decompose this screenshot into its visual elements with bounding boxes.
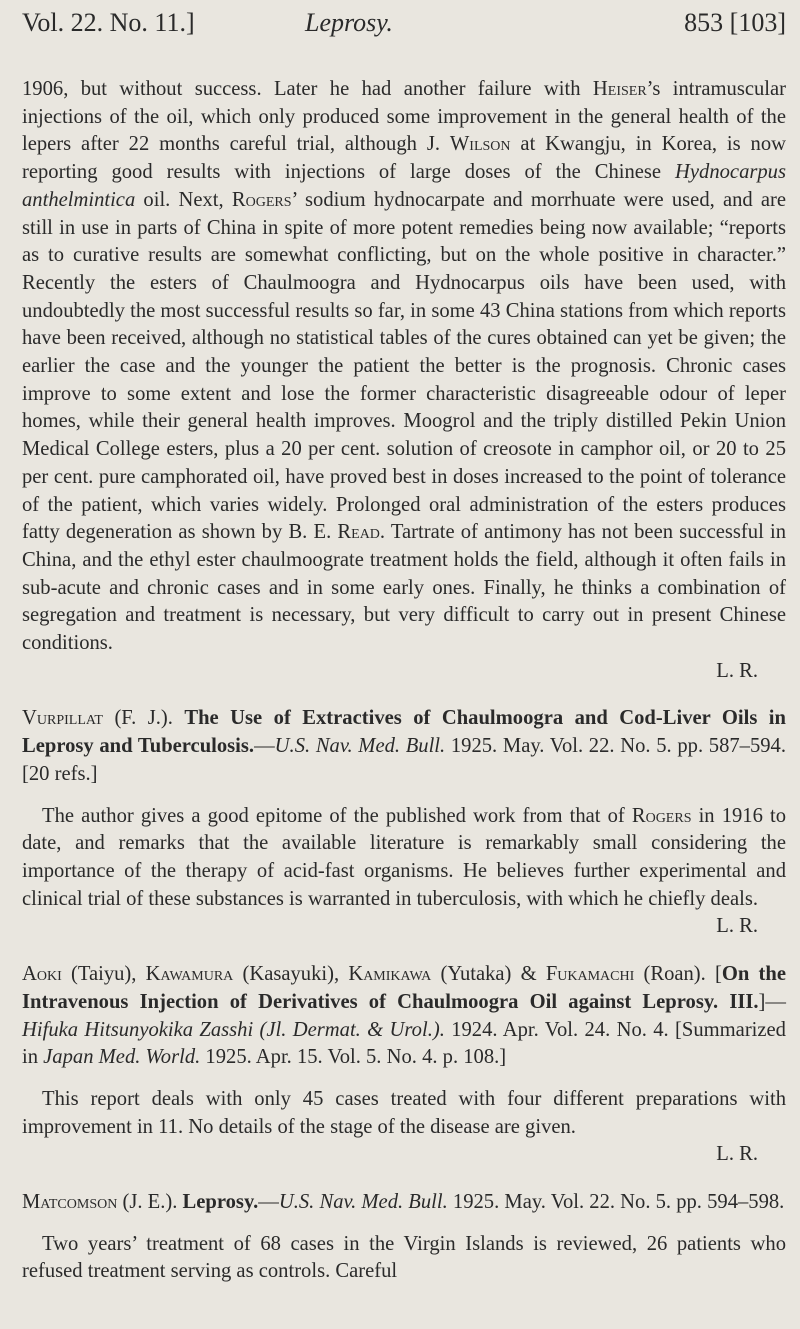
- continued-abstract-paragraph: [22, 76, 786, 658]
- journal-section-title: Leprosy.: [305, 8, 393, 37]
- journal-name: U.S. Nav. Med. Bull.: [274, 735, 446, 758]
- author-name: Wilson: [449, 133, 511, 156]
- article-title: The Use of Extractives of Chaulmoogra and Cod-Liver Oils in Leprosy and Tuberculosis.: [22, 707, 786, 758]
- text-run: ’ sodium hydnocarpate and morrhuate were used, and are still in use in parts of China in spite of more potent remedies being now available; “reports as to curative results are somewhat conflicting, but on the whole positive in character.” Recently the esters of Chaulmoogra and Hydnocarpus oils have been used, with undoubtedly the most successful results so far, in some 43 China stations from which reports have been received, although no statistical tables of the cures obtained can yet be given; the earlier the case and the younger the patient the better is the prognosis. Chronic cases improve to some extent and lose the former characteristic disagreeable odour of leper homes, while their general health improves. Moogrol and the triply distilled Pekin Union Medical College esters, plus a 20 per cent. solution of creosote in camphor oil, or 20 to 25 per cent. pure camphorated oil, have proved best in doses increased to the point of tolerance of the patient, which varies widely. Prolonged oral administration of the esters produces fatty degeneration as shown by B. E.: [22, 188, 787, 544]
- text-run: at Kwangju, in Korea, is now reporting good results with injections of large doses of the Chinese: [22, 133, 787, 184]
- author-name: Rogers: [631, 804, 692, 827]
- text-run: (Roan). [: [634, 963, 722, 986]
- text-run: oil. Next,: [135, 188, 232, 211]
- article-title: Leprosy.: [182, 1191, 259, 1214]
- text-run: (Yutaka) &: [431, 963, 546, 986]
- citation-details: 1925. May. Vol. 22. No. 5. pp. 587–594. [20 refs.]: [22, 735, 786, 785]
- volume-label: Vol. 22. No. 11.]: [22, 8, 195, 37]
- reviewer-signature: L. R.: [716, 915, 758, 938]
- reviewer-signature: L. R.: [716, 1143, 758, 1166]
- citation-details: 1924. Apr. Vol. 24. No. 4. [Summarized in: [22, 1018, 786, 1069]
- abstract-aoki: This report deals with only 45 cases treated with four different preparations with improvement in 11. No details of the stage of the disease are given.: [22, 1087, 786, 1138]
- text-run: . Tartrate of antimony has not been successful in China, and the ethyl ester chaulmoograte treatment holds the field, although it often fails in sub-acute and chronic cases and in some early ones. Finally, he thinks a combination of segregation and treatment is necessary, but very difficult to carry out in present Chinese conditions.: [22, 521, 786, 655]
- text-run: (Kasayuki),: [233, 963, 349, 986]
- abstract-vurpillat: [22, 803, 786, 914]
- text-run: 1906, but without success. Later he had another failure with: [22, 78, 593, 100]
- author-name: Aoki: [22, 963, 62, 986]
- citation-details: 1925. May. Vol. 22. No. 5. pp. 594–598.: [447, 1191, 785, 1214]
- text-run: —: [254, 735, 275, 758]
- running-head: [22, 8, 786, 44]
- text-run: The author gives a good epitome of the published work from that of: [42, 804, 632, 827]
- citation-details: 1925. Apr. 15. Vol. 5. No. 4. p. 108.]: [200, 1046, 507, 1069]
- journal-name: U.S. Nav. Med. Bull.: [278, 1191, 448, 1214]
- text-run: ’s intramuscular injections of the oil, which only produced some improvement in the general health of the lepers after 22 months careful trial, although J.: [22, 78, 787, 156]
- author-name: Kamikawa: [348, 963, 432, 986]
- text-run: (Taiyu),: [61, 963, 146, 986]
- citation-vurpillat: [22, 705, 786, 788]
- reviewer-signature: L. R.: [716, 659, 758, 682]
- text-run: (J. E.).: [117, 1191, 183, 1214]
- author-name: Rogers: [231, 188, 292, 211]
- abstract-matcomson: Two years’ treatment of 68 cases in the Virgin Islands is reviewed, 26 patients who refused treatment serving as controls. Careful: [22, 1232, 786, 1283]
- citation-matcomson: [22, 1189, 786, 1217]
- article-title: On the Intravenous Injection of Derivatives of Chaulmoogra Oil against Leprosy. III.: [22, 963, 786, 1013]
- text-run: in 1916 to date, and remarks that the available literature is remarkably small considering the importance of the therapy of acid-fast organisms. He believes further experimental and clinical trial of these substances is warranted in tuberculosis, with which he chiefly deals.: [22, 804, 787, 910]
- text-run: ]—: [758, 990, 786, 1013]
- page-number: 853 [103]: [684, 8, 786, 37]
- text-run: —: [258, 1191, 279, 1214]
- journal-name: Hifuka Hitsunyokika Zasshi (Jl. Dermat. & Urol.).: [22, 1018, 445, 1041]
- author-name: Vurpillat: [22, 707, 103, 730]
- journal-name: Japan Med. World.: [43, 1046, 201, 1069]
- species-name: Hydnocarpus anthelmintica: [22, 161, 786, 211]
- text-run: (F. J.).: [102, 707, 185, 730]
- author-name: Kawamura: [145, 963, 234, 986]
- author-name: Heiser: [592, 78, 647, 100]
- author-name: Fukamachi: [545, 963, 635, 986]
- body-text: [22, 76, 786, 1286]
- author-name: Read: [337, 521, 380, 544]
- author-name: Matcomson: [22, 1191, 118, 1214]
- citation-aoki: [22, 961, 786, 1072]
